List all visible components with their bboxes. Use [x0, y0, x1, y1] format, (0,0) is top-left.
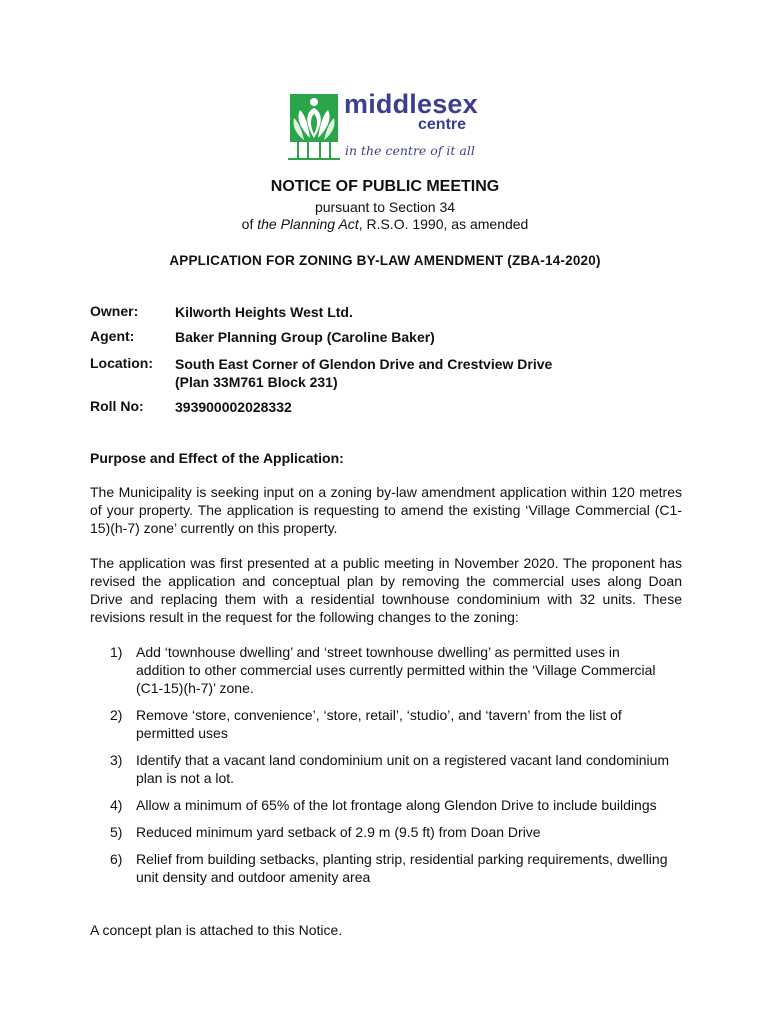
list-item	[110, 706, 670, 742]
roll-label: Roll No:	[90, 398, 144, 414]
list-item-number: 2)	[110, 707, 123, 723]
wheat-logo-icon	[288, 92, 340, 162]
notice-subtitle-line1: pursuant to Section 34	[314, 199, 456, 215]
purpose-paragraph: The Municipality is seeking input on a zoning by-law amendment application within 120 metres of your property. The application is requesting to amend the existing ‘Village Commercial (C1-15)(h-7) zone’ currently on this property.	[90, 484, 682, 536]
list-item-text: Remove ‘store, convenience’, ‘store, retail’, ‘studio’, and ‘tavern’ from the list of permitted uses	[136, 707, 622, 741]
logo-tagline: in the centre of it all	[345, 143, 475, 158]
agent-label: Agent:	[90, 328, 135, 344]
list-item	[110, 643, 670, 697]
zoning-changes-list	[110, 643, 670, 895]
list-item-number: 4)	[110, 797, 123, 813]
notice-title: NOTICE OF PUBLIC MEETING	[270, 178, 500, 195]
closing-statement: A concept plan is attached to this Notice.	[90, 922, 343, 938]
logo-name: middlesex	[344, 89, 478, 119]
list-item-number: 6)	[110, 851, 123, 867]
list-item-text: Add ‘townhouse dwelling’ and ‘street townhouse dwelling’ as permitted uses in addition to other commercial uses currently permitted within the ‘Village Commercial (C1-15)(h-7)’ zone.	[136, 644, 656, 696]
location-label: Location:	[90, 355, 153, 371]
municipal-logo	[288, 89, 488, 162]
revision-paragraph: The application was first presented at a public meeting in November 2020. The proponent has revised the application and conceptual plan by removing the commercial uses along Doan Drive and replacing them with a residential townhouse condominium with 32 units. These revisions result in the request for the following changes to the zoning:	[90, 555, 682, 625]
list-item-number: 1)	[110, 644, 123, 660]
planning-act-title: the Planning Act	[257, 216, 359, 232]
list-item-text: Allow a minimum of 65% of the lot frontage along Glendon Drive to include buildings	[136, 797, 657, 813]
notice-subtitle-line2	[0, 216, 770, 232]
list-item-text: Identify that a vacant land condominium unit on a registered vacant land condominium plan is not a lot.	[136, 752, 670, 786]
list-item-number: 3)	[110, 752, 123, 768]
location-value-line2: (Plan 33M761 Block 231)	[175, 374, 338, 390]
location-value-line1: South East Corner of Glendon Drive and Crestview Drive	[175, 356, 553, 372]
list-item	[110, 751, 670, 787]
subtitle-suffix: , R.S.O. 1990, as amended	[358, 216, 529, 232]
list-item-text: Relief from building setbacks, planting strip, residential parking requirements, dwelling unit density and outdoor amenity area	[136, 851, 668, 885]
logo-subname: centre	[418, 116, 467, 133]
list-item-number: 5)	[110, 824, 123, 840]
application-heading: APPLICATION FOR ZONING BY-LAW AMENDMENT (ZBA-14-2020)	[169, 253, 601, 268]
list-item	[110, 823, 670, 841]
list-item	[110, 850, 670, 886]
roll-value: 393900002028332	[175, 399, 292, 415]
location-value	[175, 355, 695, 391]
subtitle-prefix: of	[241, 216, 258, 232]
agent-value: Baker Planning Group (Caroline Baker)	[175, 329, 435, 345]
purpose-heading: Purpose and Effect of the Application:	[90, 450, 344, 466]
list-item	[110, 796, 670, 814]
list-item-text: Reduced minimum yard setback of 2.9 m (9.5 ft) from Doan Drive	[136, 824, 541, 840]
owner-label: Owner:	[90, 303, 139, 319]
owner-value: Kilworth Heights West Ltd.	[175, 304, 353, 320]
